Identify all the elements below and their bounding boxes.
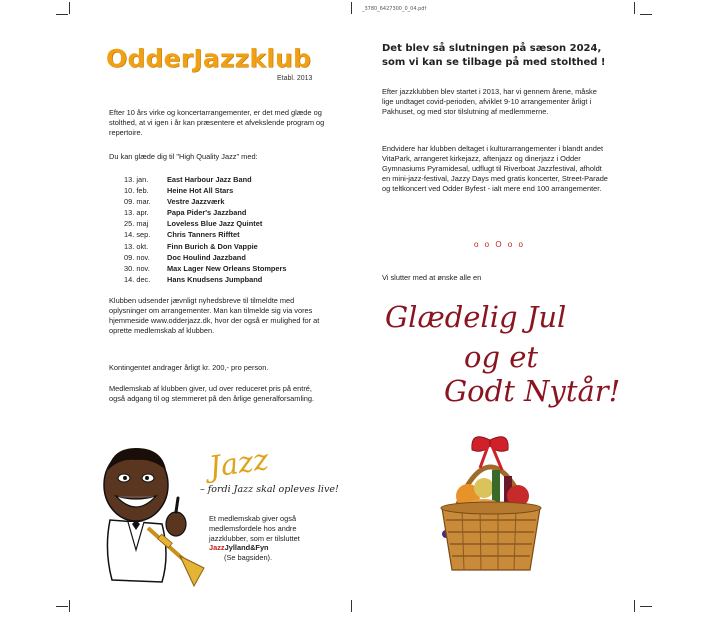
greeting-line2: og et (464, 340, 539, 374)
network-name-red: Jazz (209, 543, 225, 553)
concert-band: Finn Burich & Don Vappie (167, 241, 258, 251)
concert-date: 14. sep. (124, 230, 151, 240)
concert-row (124, 229, 344, 240)
membership-paragraph: Medlemskab af klubben giver, ud over reduceret pris på entré, også adgang til og stemmeret på den årlige generalforsamling. (109, 384, 315, 403)
concert-row (124, 185, 344, 196)
season-heading-line1: Det blev så slutningen på sæson 2024, (382, 43, 602, 54)
concert-band: Doc Houlind Jazzband (167, 252, 246, 262)
program-lead: Du kan glæde dig til "High Quality Jazz" med: (109, 152, 258, 161)
concert-date: 10. feb. (124, 186, 149, 196)
concert-band: Heine Hot All Stars (167, 186, 234, 196)
concert-band: Max Lager New Orleans Stompers (167, 263, 287, 273)
club-logo: OdderJazzklub (106, 44, 312, 73)
intro-paragraph: Efter 10 års virke og koncertarrangementer, er det med glæde og stolthed, at vi igen i år kan præsentere et afvekslende program og repertoire. (109, 108, 325, 137)
crop-mark (69, 600, 70, 612)
concert-date: 13. okt. (124, 241, 149, 251)
concert-band: Loveless Blue Jazz Quintet (167, 219, 263, 229)
concert-band: East Harbour Jazz Band (167, 175, 252, 184)
concert-date: 09. mar. (124, 197, 151, 207)
gift-basket-illustration (432, 432, 550, 582)
concert-row (124, 252, 344, 263)
concert-row (124, 241, 344, 252)
concert-date: 09. nov. (124, 252, 150, 262)
closing-line: Vi slutter med at ønske alle en (382, 273, 482, 282)
established-label: Etabl. 2013 (277, 75, 313, 82)
concert-date: 13. jan. (124, 175, 149, 184)
crop-mark (640, 14, 652, 15)
greeting-line3: Godt Nytår! (444, 374, 621, 408)
season-heading-line2: som vi kan se tilbage på med stolthed ! (382, 56, 606, 68)
season-heading (382, 42, 622, 69)
concert-date: 25. maj (124, 219, 149, 229)
crop-mark (634, 600, 635, 612)
concert-row (124, 218, 344, 229)
fee-paragraph: Kontingentet andrager årligt kr. 200,- pro person. (109, 363, 269, 372)
jazz-script-word: Jazz (206, 442, 271, 484)
jazz-tagline: – fordi Jazz skal opleves live! (200, 484, 339, 495)
crop-mark (640, 606, 652, 607)
concert-row (124, 207, 344, 218)
member-benefit-text: Et medlemskab giver også medlemsfordele hos andre jazzklubber, som er tilsluttet (209, 514, 300, 543)
concert-row (124, 263, 344, 274)
greeting-line1: Glædelig Jul (385, 300, 567, 334)
concert-band: Papa Pider's Jazzband (167, 208, 247, 218)
crop-mark (351, 600, 352, 612)
history-paragraph: Efter jazzklubben blev startet i 2013, har vi gennem årene, måske lige undtaget covid-perioden, afviklet 9-10 arrangementer årligt i Pakhuset, og med stor tilslutning af medlemmerne. (382, 87, 597, 116)
newsletter-paragraph: Klubben udsender jævnligt nyhedsbreve til tilmeldte med oplysninger om arrangementer. Man kan tilmelde sig via vores hjemmeside www.odderjazz.dk, hvor der også er mulighed for at oprette medlemskab af klubben. (109, 296, 320, 335)
concert-row (124, 196, 344, 207)
crop-mark (56, 14, 68, 15)
backside-reference: (Se bagsiden). (224, 553, 273, 563)
trumpet-player-illustration (92, 440, 207, 590)
decorative-dots: o o O o o (474, 240, 525, 249)
file-info: _3780_6427300_0_04.pdf (362, 6, 427, 12)
concert-date: 14. dec. (124, 274, 151, 284)
concert-band: Vestre Jazzværk (167, 197, 225, 207)
concert-band: Hans Knudsens Jumpband (167, 274, 263, 284)
concert-row (124, 174, 344, 185)
concert-date: 30. nov. (124, 263, 150, 273)
activities-paragraph: Endvidere har klubben deltaget i kulturarrangementer i blandt andet VitaPark, arrangeret kirkejazz, aftenjazz og dinerjazz i Odder Gymnasiums Pyramidesal, udflugt til Riverboat Jazzfestival, afholdt en mini-jazz-festival, Jazzy Days med gratis koncerter, Street-Parade og teltkoncert ved Odder Byfest - ialt mere end 100 arrangementer. (382, 144, 608, 193)
crop-mark (69, 2, 70, 14)
concert-row (124, 274, 344, 285)
concert-date: 13. apr. (124, 208, 149, 218)
crop-mark (351, 2, 352, 14)
network-name-rest: Jylland&Fyn (224, 543, 269, 553)
concert-band: Chris Tanners Rifftet (167, 230, 240, 240)
crop-mark (634, 2, 635, 14)
concert-list (124, 174, 344, 285)
member-benefit-block (209, 514, 329, 563)
crop-mark (56, 606, 68, 607)
